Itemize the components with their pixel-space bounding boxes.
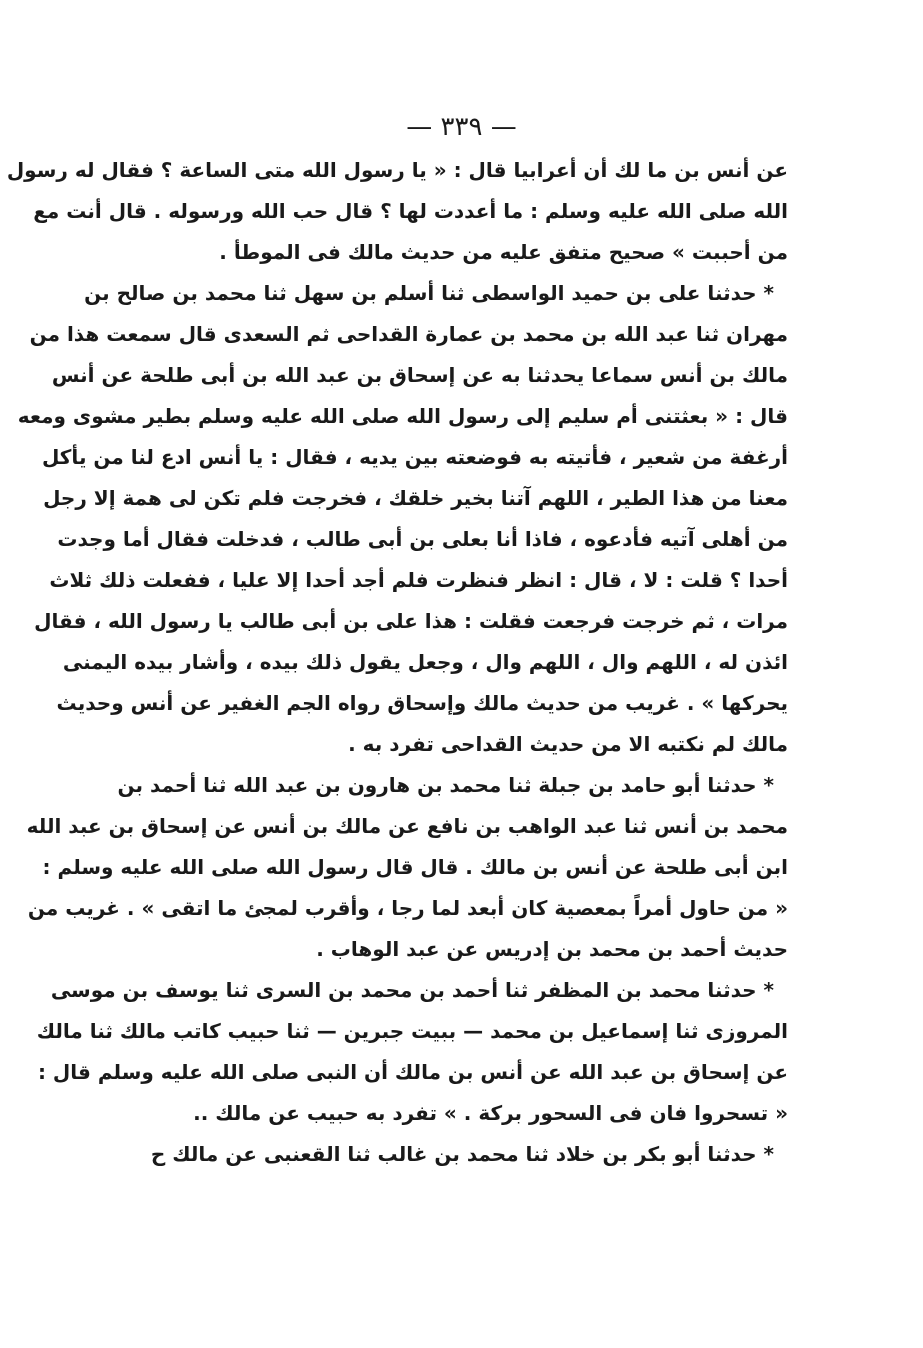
text-line: المروزى ثنا إسماعيل بن محمد — ببيت جبرين — ثنا حبيب كاتب مالك ثنا مالك (36, 1019, 788, 1043)
text-line: محمد بن أنس ثنا عبد الواهب بن نافع عن مالك بن أنس عن إسحاق بن عبد الله (26, 814, 788, 838)
text-line: الله صلى الله عليه وسلم : ما أعددت لها ؟ قال حب الله ورسوله . قال أنت مع (33, 199, 788, 223)
text-line: ابن أبى طلحة عن أنس بن مالك . قال قال رسول الله صلى الله عليه وسلم : (42, 855, 788, 879)
text-line: * حدثنا أبو حامد بن جبلة ثنا محمد بن هارون بن عبد الله ثنا أحمد بن (117, 773, 774, 797)
page-number: — ٣٣٩ — (406, 112, 517, 142)
text-line: ائذن له ، اللهم وال ، اللهم وال ، وجعل يقول ذلك بيده ، وأشار بيده اليمنى (62, 650, 788, 674)
text-line: عن إسحاق بن عبد الله عن أنس بن مالك أن النبى صلى الله عليه وسلم قال : (37, 1060, 788, 1084)
text-line: « من حاول أمراً بمعصية كان أبعد لما رجا ، وأقرب لمجئ ما اتقى » . غريب من (27, 896, 788, 920)
text-line: مهران ثنا عبد الله بن محمد بن عمارة القداحى ثم السعدى قال سمعت هذا من (29, 322, 788, 346)
text-line: أحدا ؟ قلت : لا ، قال : انظر فنظرت فلم أجد أحدا إلا عليا ، ففعلت ذلك ثلاث (49, 568, 788, 592)
text-line: قال : « بعثتنى أم سليم إلى رسول الله صلى الله عليه وسلم بطير مشوى ومعه (17, 404, 788, 428)
text-line: * حدثنا أبو بكر بن خلاد ثنا محمد بن غالب ثنا القعنبى عن مالك ح (150, 1142, 774, 1166)
text-line: مالك لم نكتبه الا من حديث القداحى تفرد به . (348, 732, 788, 756)
text-line: * حدثنا على بن حميد الواسطى ثنا أسلم بن سهل ثنا محمد بن صالح بن (84, 281, 774, 305)
text-line: حديث أحمد بن محمد بن إدريس عن عبد الوهاب . (316, 937, 788, 961)
text-line: « تسحروا فان فى السحور بركة . » تفرد به حبيب عن مالك .. (193, 1101, 788, 1125)
text-line: من أحببت » صحيح متفق عليه من حديث مالك فى الموطأ . (219, 240, 788, 264)
text-line: * حدثنا محمد بن المظفر ثنا أحمد بن محمد بن السرى ثنا يوسف بن موسى (50, 978, 774, 1002)
text-line: معنا من هذا الطير ، اللهم آتنا بخير خلقك ، فخرجت فلم تكن لى همة إلا رجل (43, 486, 788, 510)
text-line: يحركها » . غريب من حديث مالك وإسحاق رواه الجم الغفير عن أنس وحديث (56, 691, 788, 715)
text-line: مرات ، ثم خرجت فرجعت فقلت : هذا على بن أبى طالب يا رسول الله ، فقال (34, 609, 788, 633)
text-line: من أهلى آتيه فأدعوه ، فاذا أنا بعلى بن أبى طالب ، فدخلت فقال أما وجدت (57, 527, 788, 551)
text-line: عن أنس بن ما لك أن أعرابيا قال : « يا رسول الله متى الساعة ؟ فقال له رسول (6, 158, 788, 182)
text-line: مالك بن أنس سماعا يحدثنا به عن إسحاق بن عبد الله بن أبى طلحة عن أنس (51, 363, 788, 387)
page-body (6, 150, 788, 1175)
text-line: أرغفة من شعير ، فأتيته به فوضعته بين يديه ، فقال : يا أنس ادع لنا من يأكل (41, 445, 788, 469)
